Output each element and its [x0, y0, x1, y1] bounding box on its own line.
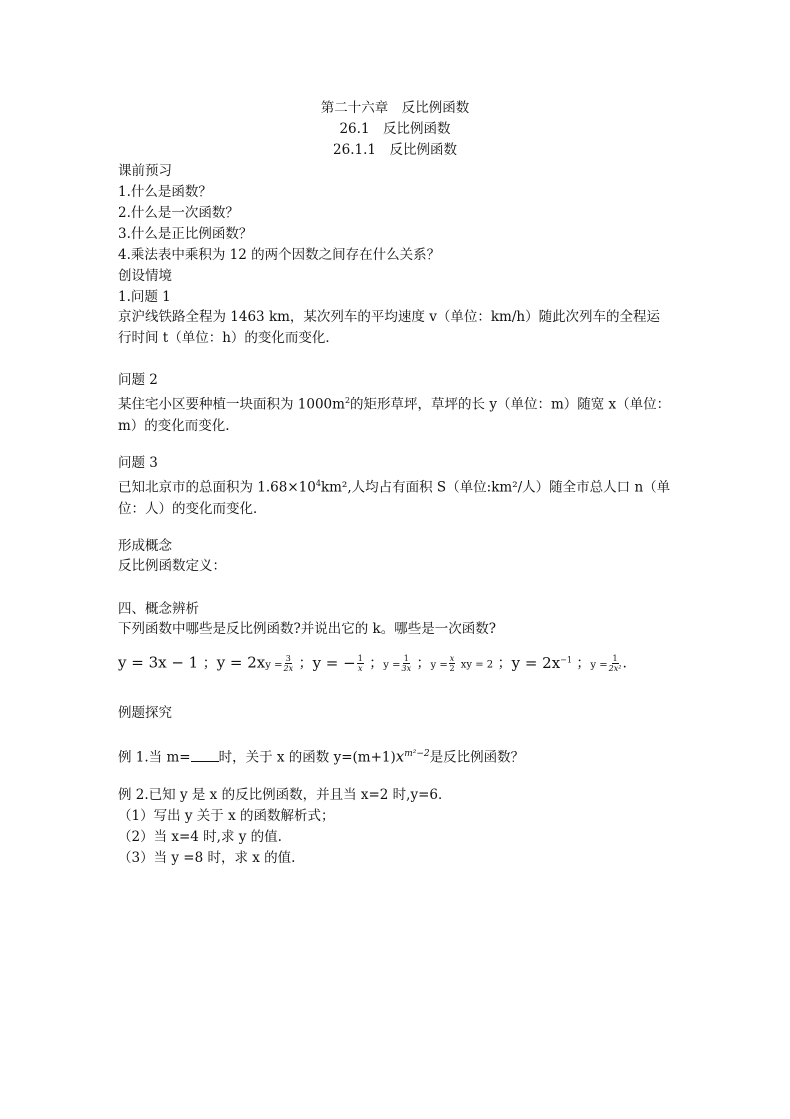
preview-question-4: 4.乘法表中乘积为 12 的两个因数之间存在什么关系？	[118, 247, 441, 263]
subsection-title: 26.1.1 反比例函数	[333, 142, 457, 158]
analysis-heading: 四、概念辨析	[118, 601, 199, 617]
function-6: y = $\frac{x}{2}$	[430, 654, 455, 674]
preview-heading: 课前预习	[118, 163, 172, 179]
problem-2-text: 某住宅小区要种植一块面积为 $1000m^2$的矩形草坪，草坪的长 y（单位：m）随宽 x（单位：m）的变化而变化.	[118, 396, 671, 434]
function-8: $y = 2x^{-1}$	[511, 653, 572, 672]
analysis-question: 下列函数中哪些是反比例函数?并说出它的 k。哪些是一次函数?	[118, 621, 496, 637]
function-5: y = $\frac{1}{3x}$	[383, 654, 412, 674]
answer-blank	[191, 747, 219, 762]
example-2-part-1: （1）写出 y 关于 x 的函数解析式；	[118, 808, 335, 824]
function-1: y = 3x − 1	[118, 653, 199, 672]
problem-1-title: 1.问题 1	[118, 289, 171, 305]
example-2-part-3: （3）当 y =8 时，求 x 的值.	[118, 850, 296, 866]
function-2: y = 2x	[216, 653, 266, 672]
function-list: y = 3x − 1 ；y = 2xy = $\frac{3}{2x}$ ；y = − $\frac{1}{x}$ ；y = $\frac{1}{3x}$ ；y = $\frac{x}{2}$ xy = 2 ；$y = 2x^{-1}$ ；y = $\frac{1}{\text{2x²}}$ .	[118, 653, 627, 674]
preview-question-2: 2.什么是一次函数？	[118, 205, 239, 221]
function-7: xy = 2	[460, 659, 494, 671]
scenario-heading: 创设情境	[118, 268, 172, 284]
problem-3-title: 问题 3	[118, 455, 158, 471]
function-9: y = $\frac{1}{\text{2x²}}$	[590, 654, 622, 674]
function-3: y = $\frac{3}{2x}$	[265, 654, 294, 674]
concept-heading: 形成概念	[118, 538, 172, 554]
definition-label: 反比例函数定义：	[118, 558, 226, 574]
problem-3-text: 已知北京市的总面积为 $1.68\times 10^4km^2$,人均占有面积 S（单位:km²/人）随全市总人口 n（单位：人）的变化而变化．	[118, 479, 671, 517]
example-2: 例 2.已知 y 是 x 的反比例函数，并且当 x=2 时,y=6．	[118, 787, 452, 803]
examples-heading: 例题探究	[118, 705, 172, 721]
chapter-title: 第二十六章 反比例函数	[320, 100, 470, 116]
example-1: 例 1.当 m= 时，关于 x 的函数 $y=(m+1)x^{m^2-2}$是反比例函数？	[118, 747, 525, 766]
preview-question-3: 3.什么是正比例函数？	[118, 226, 253, 242]
problem-2-title: 问题 2	[118, 372, 158, 388]
function-4: y = − $\frac{1}{x}$	[312, 653, 363, 674]
problem-1-text: 京沪线铁路全程为 1463 km，某次列车的平均速度 v（单位：km/h）随此次列车的全程运行时间 t（单位：h）的变化而变化．	[118, 309, 661, 346]
section-title: 26.1 反比例函数	[339, 121, 451, 137]
preview-question-1: 1.什么是函数？	[118, 184, 212, 200]
example-2-part-2: （2）当 x=4 时,求 y 的值.	[118, 829, 282, 845]
